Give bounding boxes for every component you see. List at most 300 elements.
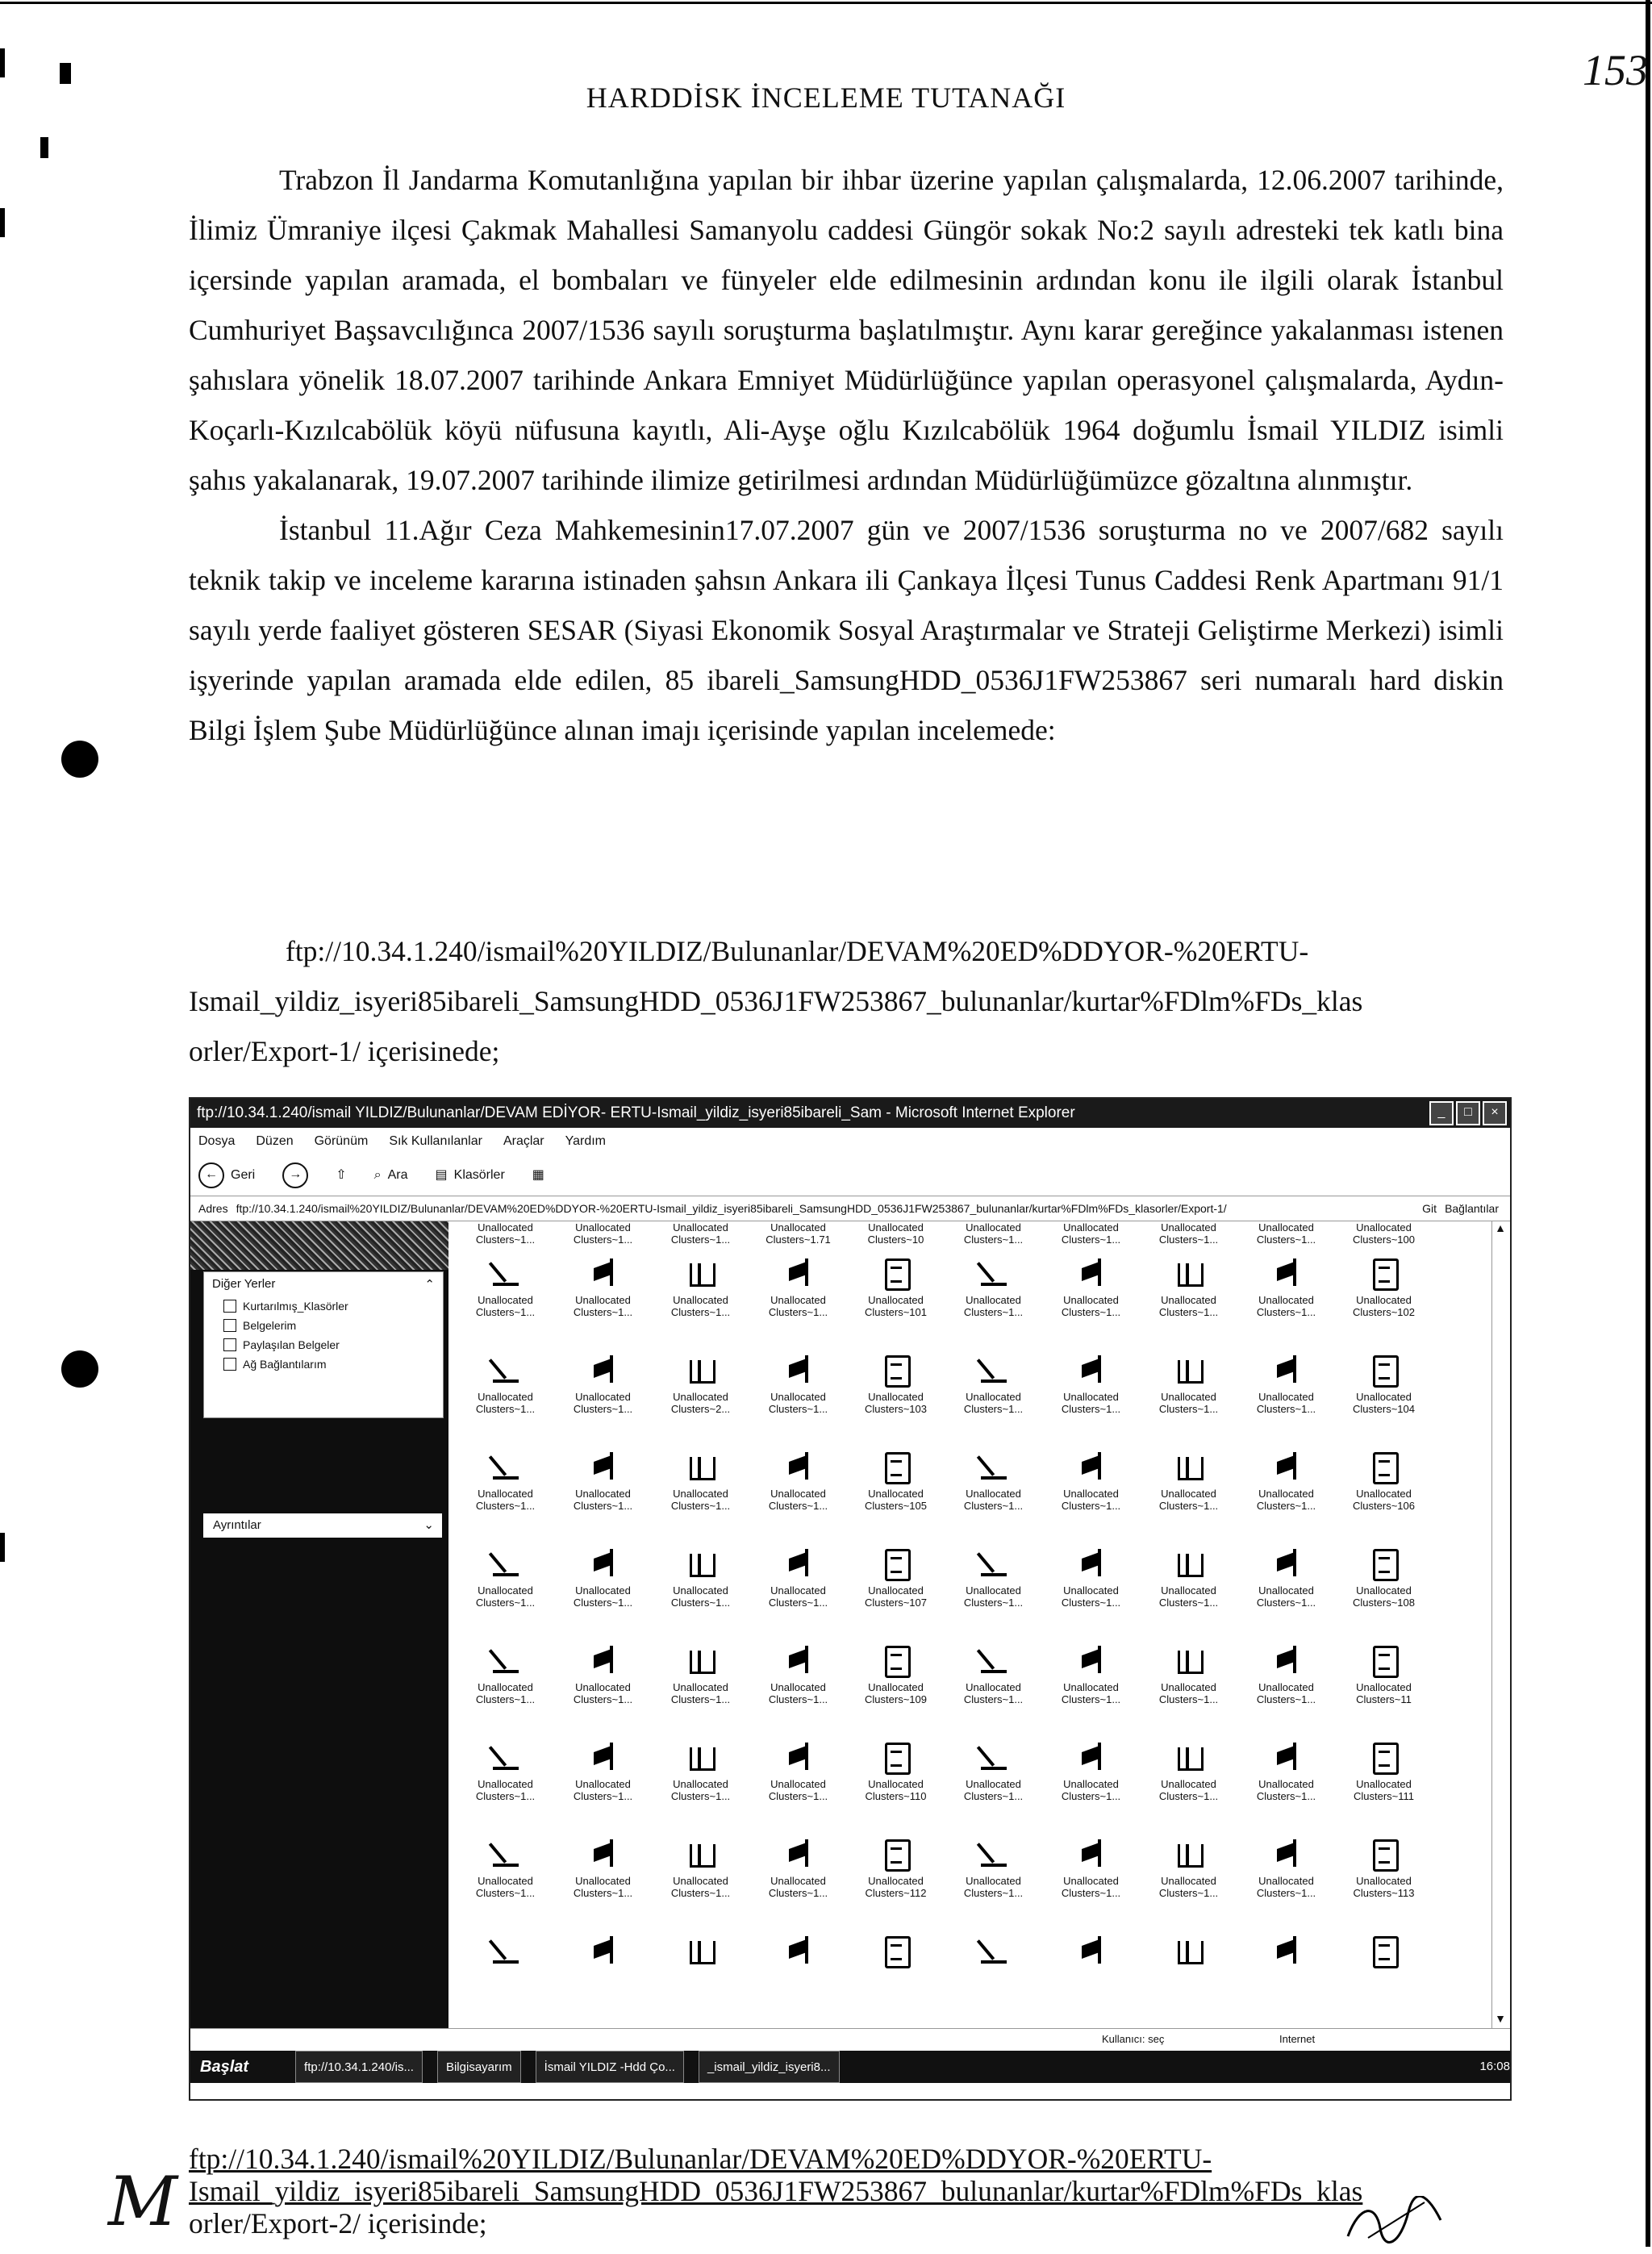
file-grid [457, 1221, 1497, 2032]
file-item[interactable] [554, 1930, 652, 2027]
back-label: Geri [231, 1168, 256, 1182]
file-item[interactable] [749, 1930, 847, 2027]
file-item[interactable] [1140, 1221, 1237, 1252]
file-icon [978, 1257, 1010, 1289]
file-icon [1075, 1644, 1108, 1676]
file-icon [1270, 1354, 1303, 1386]
file-icon [880, 1935, 912, 1967]
file-item[interactable] [652, 1930, 749, 2027]
file-item[interactable] [1140, 1542, 1237, 1639]
punch-hole [61, 1350, 98, 1388]
file-label: Unallocated Clusters~102 [1353, 1294, 1415, 1318]
file-item[interactable] [1140, 1349, 1237, 1446]
address-input[interactable]: ftp://10.34.1.240/ismail%20YILDIZ/Bulunanlar/DEVAM%20ED%DDYOR-%20ERTU-Ismail_yildiz_isyeri85ibareli_SamsungHDD_0536J1FW253867_bulunanlar/kurtar%FDlm%FDs_klasorler/Export-1/ [236, 1202, 1227, 1215]
file-label: Unallocated Clusters~1... [670, 1294, 731, 1318]
file-icon [782, 1547, 815, 1580]
file-icon [1173, 1838, 1205, 1870]
place-recovered-folders[interactable] [204, 1296, 443, 1316]
file-icon [880, 1547, 912, 1580]
file-icon [1368, 1838, 1400, 1870]
file-label: Unallocated Clusters~1... [1256, 1681, 1316, 1705]
file-icon [685, 1741, 717, 1773]
file-label: Unallocated Clusters~10 [867, 1221, 924, 1246]
file-icon [1270, 1547, 1303, 1580]
folders-icon: ▤ [435, 1168, 448, 1182]
file-label: Unallocated Clusters~1... [1158, 1391, 1219, 1415]
vertical-scrollbar[interactable] [1491, 1221, 1508, 2028]
file-label: Unallocated Clusters~1... [670, 1221, 731, 1246]
file-item[interactable] [1042, 1542, 1140, 1639]
file-icon [1368, 1547, 1400, 1580]
window-titlebar [190, 1099, 1510, 1128]
menu-bar [190, 1128, 1510, 1155]
file-icon [1270, 1935, 1303, 1967]
file-item[interactable] [749, 1349, 847, 1446]
paragraph-2: İstanbul 11.Ağır Ceza Mahkemesinin17.07.2007 gün ve 2007/1536 soruşturma no ve 2007/682 sayılı teknik takip ve inceleme kararına istinaden şahsın Ankara ili Çankaya İlçesi Tunus Caddesi Renk Apartmanı 91/1 sayılı yerde faaliyet gösteren SESAR (Siyasi Ekonomik Sosyal Araştırmalar ve Strateji Geliştirme Merkezi) isimli işyerinde yapılan aramada elde edilen, 85 ibareli_SamsungHDD_0536J1FW253867 seri numaralı hard diskin Bilgi İşlem Şube Müdürlüğünce alınan imajı içerisinde yapılan incelemede: [189, 514, 1504, 746]
file-icon [685, 1935, 717, 1967]
file-item[interactable] [554, 1736, 652, 1833]
file-icon [1075, 1935, 1108, 1967]
file-icon [782, 1450, 815, 1483]
file-item[interactable] [554, 1542, 652, 1639]
file-icon [587, 1257, 620, 1289]
ftp-path-export-2 [189, 2143, 1504, 2239]
file-label: Unallocated Clusters~108 [1353, 1584, 1415, 1609]
other-places-title: Diğer Yerler [212, 1277, 276, 1291]
file-item[interactable] [847, 1221, 945, 1252]
file-item[interactable] [1335, 1446, 1433, 1542]
file-label: Unallocated Clusters~1... [1061, 1294, 1121, 1318]
file-icon [490, 1450, 522, 1483]
place-network[interactable] [204, 1354, 443, 1374]
file-item[interactable] [749, 1221, 847, 1252]
file-label: Unallocated Clusters~1... [963, 1584, 1024, 1609]
file-icon [1075, 1257, 1108, 1289]
file-label: Unallocated Clusters~11 [1356, 1681, 1412, 1705]
file-label: Unallocated Clusters~1... [1158, 1681, 1219, 1705]
file-item[interactable] [1140, 1736, 1237, 1833]
file-label: Unallocated Clusters~104 [1353, 1391, 1415, 1415]
file-icon [587, 1838, 620, 1870]
place-my-documents[interactable] [204, 1316, 443, 1335]
file-item[interactable] [554, 1446, 652, 1542]
file-icon [587, 1547, 620, 1580]
file-icon [782, 1741, 815, 1773]
file-item[interactable] [1042, 1930, 1140, 2027]
file-icon [1368, 1354, 1400, 1386]
file-icon [685, 1354, 717, 1386]
menu-favorites[interactable]: Sık Kullanılanlar [389, 1134, 482, 1148]
path-line: ftp://10.34.1.240/ismail%20YILDIZ/Bulunanlar/DEVAM%20ED%DDYOR-%20ERTU- [286, 935, 1309, 967]
file-item[interactable] [1237, 1446, 1335, 1542]
file-label: Unallocated Clusters~113 [1353, 1875, 1415, 1899]
file-icon [978, 1354, 1010, 1386]
taskbar-item[interactable]: İsmail YILDIZ -Hdd Ço... [536, 2051, 684, 2083]
file-label: Unallocated Clusters~1... [1256, 1391, 1316, 1415]
file-icon [1173, 1547, 1205, 1580]
go-button[interactable]: Git [1422, 1202, 1437, 1215]
taskbar-item[interactable]: ftp://10.34.1.240/is... [295, 2051, 423, 2083]
file-item[interactable] [945, 1446, 1042, 1542]
file-item[interactable] [554, 1349, 652, 1446]
file-label: Unallocated Clusters~1... [963, 1681, 1024, 1705]
file-label: Unallocated Clusters~103 [865, 1391, 927, 1415]
file-label: Unallocated Clusters~1... [1158, 1294, 1219, 1318]
file-item[interactable] [749, 1736, 847, 1833]
file-item[interactable] [945, 1930, 1042, 2027]
file-icon [587, 1741, 620, 1773]
place-label: Kurtarılmış_Klasörler [243, 1300, 348, 1313]
file-item[interactable] [1237, 1833, 1335, 1930]
file-item[interactable] [652, 1542, 749, 1639]
file-icon [1368, 1450, 1400, 1483]
file-item[interactable] [1042, 1221, 1140, 1252]
file-icon [1075, 1838, 1108, 1870]
file-label: Unallocated Clusters~1... [573, 1681, 633, 1705]
file-item[interactable] [652, 1446, 749, 1542]
file-icon [978, 1547, 1010, 1580]
file-label: Unallocated Clusters~1... [475, 1221, 536, 1246]
file-item[interactable] [457, 1639, 554, 1736]
file-item[interactable] [847, 1349, 945, 1446]
file-item[interactable] [945, 1833, 1042, 1930]
file-icon [490, 1935, 522, 1967]
taskbar-item[interactable]: _ismail_yildiz_isyeri8... [699, 2051, 840, 2083]
file-item[interactable] [945, 1252, 1042, 1349]
file-item[interactable] [457, 1833, 554, 1930]
file-label: Unallocated Clusters~1... [573, 1488, 633, 1512]
page-edge [0, 2, 1652, 4]
file-icon [880, 1257, 912, 1289]
file-label: Unallocated Clusters~1... [1256, 1488, 1316, 1512]
file-item[interactable] [1140, 1639, 1237, 1736]
file-icon [1368, 1257, 1400, 1289]
file-icon [1173, 1935, 1205, 1967]
file-label: Unallocated Clusters~1... [573, 1778, 633, 1802]
file-label: Unallocated Clusters~1... [768, 1584, 828, 1609]
folder-icon [223, 1319, 236, 1332]
file-icon [782, 1935, 815, 1967]
file-item[interactable] [652, 1833, 749, 1930]
file-icon [978, 1450, 1010, 1483]
file-label: Unallocated Clusters~1... [963, 1778, 1024, 1802]
file-item[interactable] [554, 1639, 652, 1736]
file-label: Unallocated Clusters~1... [475, 1294, 536, 1318]
file-icon [587, 1450, 620, 1483]
place-label: Ağ Bağlantılarım [243, 1358, 327, 1371]
file-item[interactable] [652, 1221, 749, 1252]
file-icon [978, 1838, 1010, 1870]
taskbar-item[interactable]: Bilgisayarım [437, 2051, 521, 2083]
file-item[interactable] [1335, 1221, 1433, 1252]
file-icon [685, 1257, 717, 1289]
file-label: Unallocated Clusters~1... [768, 1294, 828, 1318]
file-row [457, 1446, 1497, 1542]
menu-view[interactable]: Görünüm [314, 1134, 369, 1148]
file-item[interactable] [1140, 1833, 1237, 1930]
menu-tools[interactable]: Araçlar [503, 1134, 544, 1148]
file-item[interactable] [1042, 1833, 1140, 1930]
file-label: Unallocated Clusters~1... [963, 1294, 1024, 1318]
file-label: Unallocated Clusters~1... [768, 1681, 828, 1705]
file-item[interactable] [945, 1736, 1042, 1833]
file-item[interactable] [1335, 1252, 1433, 1349]
window-title: ftp://10.34.1.240/ismail YILDIZ/Bulunanlar/DEVAM EDİYOR- ERTU-Ismail_yildiz_isyeri85ibareli_Sam - Microsoft Internet Explorer [197, 1104, 1075, 1121]
path-line: orler/Export-1/ içerisinede; [189, 1035, 500, 1067]
place-label: Belgelerim [243, 1319, 297, 1332]
menu-file[interactable]: Dosya [198, 1134, 236, 1148]
start-button[interactable]: Başlat [200, 2058, 249, 2076]
file-icon [978, 1741, 1010, 1773]
file-item[interactable] [554, 1833, 652, 1930]
search-button[interactable] [374, 1155, 408, 1196]
file-item[interactable] [1335, 1736, 1433, 1833]
binding-mark [1646, 0, 1650, 2247]
binding-mark [0, 1533, 5, 1562]
file-item[interactable] [1042, 1639, 1140, 1736]
file-item[interactable] [749, 1252, 847, 1349]
scroll-down-arrow-icon[interactable]: ▼ [1495, 2012, 1506, 2025]
file-icon [1368, 1644, 1400, 1676]
file-icon [1075, 1741, 1108, 1773]
file-label: Unallocated Clusters~1... [1158, 1488, 1219, 1512]
file-label: Unallocated Clusters~101 [865, 1294, 927, 1318]
file-item[interactable] [1042, 1446, 1140, 1542]
file-icon [1270, 1257, 1303, 1289]
maximize-button[interactable]: □ [1456, 1101, 1480, 1125]
body-text [189, 155, 1504, 755]
links-label[interactable]: Bağlantılar [1445, 1202, 1499, 1215]
forward-button[interactable] [282, 1162, 308, 1188]
ftp-path-export-1 [189, 926, 1504, 1076]
file-label: Unallocated Clusters~2... [670, 1391, 731, 1415]
file-icon [1173, 1450, 1205, 1483]
file-item[interactable] [457, 1221, 554, 1252]
file-label: Unallocated Clusters~1... [475, 1488, 536, 1512]
file-item[interactable] [1335, 1833, 1433, 1930]
file-item[interactable] [1237, 1542, 1335, 1639]
file-item[interactable] [457, 1252, 554, 1349]
other-places-header[interactable] [204, 1272, 443, 1296]
file-item[interactable] [652, 1252, 749, 1349]
file-row [457, 1221, 1497, 1252]
folders-button[interactable] [436, 1155, 505, 1196]
file-icon [880, 1354, 912, 1386]
explorer-screenshot [189, 1097, 1512, 2101]
file-row [457, 1736, 1497, 1833]
file-item[interactable] [457, 1542, 554, 1639]
file-icon [782, 1644, 815, 1676]
punch-hole [61, 741, 98, 778]
file-row [457, 1833, 1497, 1930]
network-icon [223, 1358, 236, 1371]
file-icon [1270, 1644, 1303, 1676]
file-row [457, 1349, 1497, 1446]
file-icon [782, 1257, 815, 1289]
file-item[interactable] [945, 1221, 1042, 1252]
file-icon [587, 1644, 620, 1676]
file-label: Unallocated Clusters~1... [475, 1391, 536, 1415]
file-item[interactable] [847, 1930, 945, 2027]
binding-mark [0, 208, 5, 237]
file-icon [490, 1354, 522, 1386]
file-icon [490, 1547, 522, 1580]
file-icon [490, 1838, 522, 1870]
file-item[interactable] [1042, 1252, 1140, 1349]
file-item[interactable] [1042, 1349, 1140, 1446]
path-line: Ismail_yildiz_isyeri85ibareli_SamsungHDD_0536J1FW253867_bulunanlar/kurtar%FDlm%FDs_klas [189, 2175, 1363, 2207]
file-icon [782, 1354, 815, 1386]
status-internet: Internet [1279, 2033, 1316, 2045]
views-icon: ▦ [532, 1168, 544, 1182]
back-arrow-icon: ← [198, 1162, 224, 1188]
path-line: ftp://10.34.1.240/ismail%20YILDIZ/Bulunanlar/DEVAM%20ED%DDYOR-%20ERTU- [189, 2143, 1212, 2175]
file-item[interactable] [1237, 1930, 1335, 2027]
file-item[interactable] [749, 1542, 847, 1639]
file-label: Unallocated Clusters~1... [768, 1875, 828, 1899]
file-label: Unallocated Clusters~1... [768, 1778, 828, 1802]
file-item[interactable] [1237, 1221, 1335, 1252]
status-bar [190, 2028, 1510, 2050]
file-item[interactable] [1140, 1930, 1237, 2027]
file-label: Unallocated Clusters~1... [768, 1391, 828, 1415]
file-label: Unallocated Clusters~1... [963, 1221, 1024, 1246]
file-label: Unallocated Clusters~1... [1256, 1584, 1316, 1609]
folder-icon [223, 1300, 236, 1313]
file-icon [1173, 1257, 1205, 1289]
file-label: Unallocated Clusters~1... [670, 1681, 731, 1705]
taskbar [190, 2051, 1512, 2083]
file-item[interactable] [847, 1639, 945, 1736]
file-icon [782, 1838, 815, 1870]
file-item[interactable] [1335, 1349, 1433, 1446]
file-item[interactable] [1140, 1252, 1237, 1349]
file-row [457, 1542, 1497, 1639]
file-icon [1173, 1644, 1205, 1676]
file-label: Unallocated Clusters~1... [670, 1778, 731, 1802]
file-item[interactable] [652, 1639, 749, 1736]
file-item[interactable] [945, 1542, 1042, 1639]
file-label: Unallocated Clusters~1... [1061, 1584, 1121, 1609]
minimize-button[interactable]: _ [1429, 1101, 1454, 1125]
punch-speck [40, 137, 48, 158]
file-label: Unallocated Clusters~105 [865, 1488, 927, 1512]
file-item[interactable] [554, 1252, 652, 1349]
file-item[interactable] [457, 1930, 554, 2027]
paragraph-1: Trabzon İl Jandarma Komutanlığına yapılan bir ihbar üzerine yapılan çalışmalarda, 12.06.2007 tarihinde, İlimiz Ümraniye ilçesi Çakmak Mahallesi Samanyolu caddesi Güngör sokak No:2 sayılı adresteki tek katlı bina içersinde yapılan aramada, el bombaları ve fünyeler elde edilmesinin ardından konu ile ilgili olarak İstanbul Cumhuriyet Başsavcılığınca 2007/1536 sayılı soruşturma başlatılmıştır. Aynı karar gereğince yakalanması istenen şahıslara yönelik 18.07.2007 tarihinde Ankara Emniyet Müdürlüğünce yapılan operasyonel çalışmalarda, Aydın-Koçarlı-Kızılcabölük köyü nüfusuna kayıtlı, Ali-Ayşe oğlu Kızılcabölük 1964 doğumlu İsmail YILDIZ isimli şahıs yakalanarak, 19.07.2007 tarihinde ilimize getirilmesi ardından Müdürlüğümüzce gözaltına alınmıştır. [189, 164, 1504, 496]
menu-help[interactable]: Yardım [565, 1134, 607, 1148]
place-shared-documents[interactable] [204, 1335, 443, 1354]
file-label: Unallocated Clusters~111 [1353, 1778, 1415, 1802]
pane-header-noise [190, 1221, 448, 1270]
details-panel-header[interactable] [203, 1513, 442, 1538]
file-item[interactable] [457, 1349, 554, 1446]
file-item[interactable] [457, 1736, 554, 1833]
file-label: Unallocated Clusters~1... [573, 1875, 633, 1899]
file-item[interactable] [1237, 1349, 1335, 1446]
file-icon [1075, 1547, 1108, 1580]
up-button[interactable] [336, 1155, 346, 1196]
file-item[interactable] [1237, 1736, 1335, 1833]
file-icon [490, 1644, 522, 1676]
file-icon [978, 1935, 1010, 1967]
folders-label: Klasörler [453, 1168, 505, 1182]
toolbar [190, 1155, 1510, 1196]
file-icon [978, 1644, 1010, 1676]
file-label: Unallocated Clusters~1... [1256, 1294, 1316, 1318]
file-item[interactable] [847, 1833, 945, 1930]
file-icon [880, 1741, 912, 1773]
file-item[interactable] [1237, 1639, 1335, 1736]
file-label: Unallocated Clusters~106 [1353, 1488, 1415, 1512]
file-label: Unallocated Clusters~1... [573, 1221, 633, 1246]
file-label: Unallocated Clusters~1... [1158, 1778, 1219, 1802]
file-icon [1270, 1838, 1303, 1870]
file-label: Unallocated Clusters~1... [475, 1681, 536, 1705]
file-label: Unallocated Clusters~1... [1061, 1488, 1121, 1512]
file-item[interactable] [1140, 1446, 1237, 1542]
file-row [457, 1930, 1497, 2027]
file-item[interactable] [1335, 1639, 1433, 1736]
file-item[interactable] [945, 1639, 1042, 1736]
file-label: Unallocated Clusters~1... [670, 1488, 731, 1512]
file-label: Unallocated Clusters~1... [963, 1391, 1024, 1415]
file-label: Unallocated Clusters~1... [475, 1778, 536, 1802]
scroll-up-arrow-icon[interactable]: ▲ [1495, 1221, 1506, 1234]
file-icon [685, 1838, 717, 1870]
expand-icon[interactable]: ⌄ [423, 1518, 434, 1532]
close-button[interactable]: × [1483, 1101, 1507, 1125]
file-label: Unallocated Clusters~1... [1256, 1221, 1316, 1246]
file-icon [880, 1644, 912, 1676]
file-label: Unallocated Clusters~1... [1061, 1221, 1121, 1246]
file-item[interactable] [847, 1542, 945, 1639]
file-item[interactable] [749, 1833, 847, 1930]
file-icon [1270, 1741, 1303, 1773]
file-label: Unallocated Clusters~1... [573, 1584, 633, 1609]
file-label: Unallocated Clusters~1... [963, 1488, 1024, 1512]
file-item[interactable] [945, 1349, 1042, 1446]
file-item[interactable] [749, 1639, 847, 1736]
file-label: Unallocated Clusters~109 [865, 1681, 927, 1705]
file-item[interactable] [749, 1446, 847, 1542]
other-places-panel [203, 1271, 444, 1418]
menu-edit[interactable]: Düzen [256, 1134, 294, 1148]
file-item[interactable] [1335, 1542, 1433, 1639]
file-item[interactable] [847, 1252, 945, 1349]
collapse-icon[interactable]: ⌃ [424, 1278, 435, 1292]
file-item[interactable] [457, 1446, 554, 1542]
file-label: Unallocated Clusters~1... [1256, 1875, 1316, 1899]
file-item[interactable] [652, 1736, 749, 1833]
address-label: Adres [198, 1202, 228, 1215]
file-item[interactable] [1335, 1930, 1433, 2027]
tray-clock: 16:08 [1479, 2060, 1510, 2073]
file-item[interactable] [847, 1446, 945, 1542]
file-item[interactable] [1042, 1736, 1140, 1833]
task-pane [190, 1221, 448, 2028]
file-item[interactable] [554, 1221, 652, 1252]
file-icon [685, 1644, 717, 1676]
views-button[interactable] [532, 1155, 544, 1196]
file-item[interactable] [1237, 1252, 1335, 1349]
file-item[interactable] [652, 1349, 749, 1446]
file-icon [1075, 1354, 1108, 1386]
back-button[interactable] [198, 1155, 255, 1196]
file-icon [880, 1838, 912, 1870]
file-item[interactable] [847, 1736, 945, 1833]
folder-icon [223, 1338, 236, 1351]
